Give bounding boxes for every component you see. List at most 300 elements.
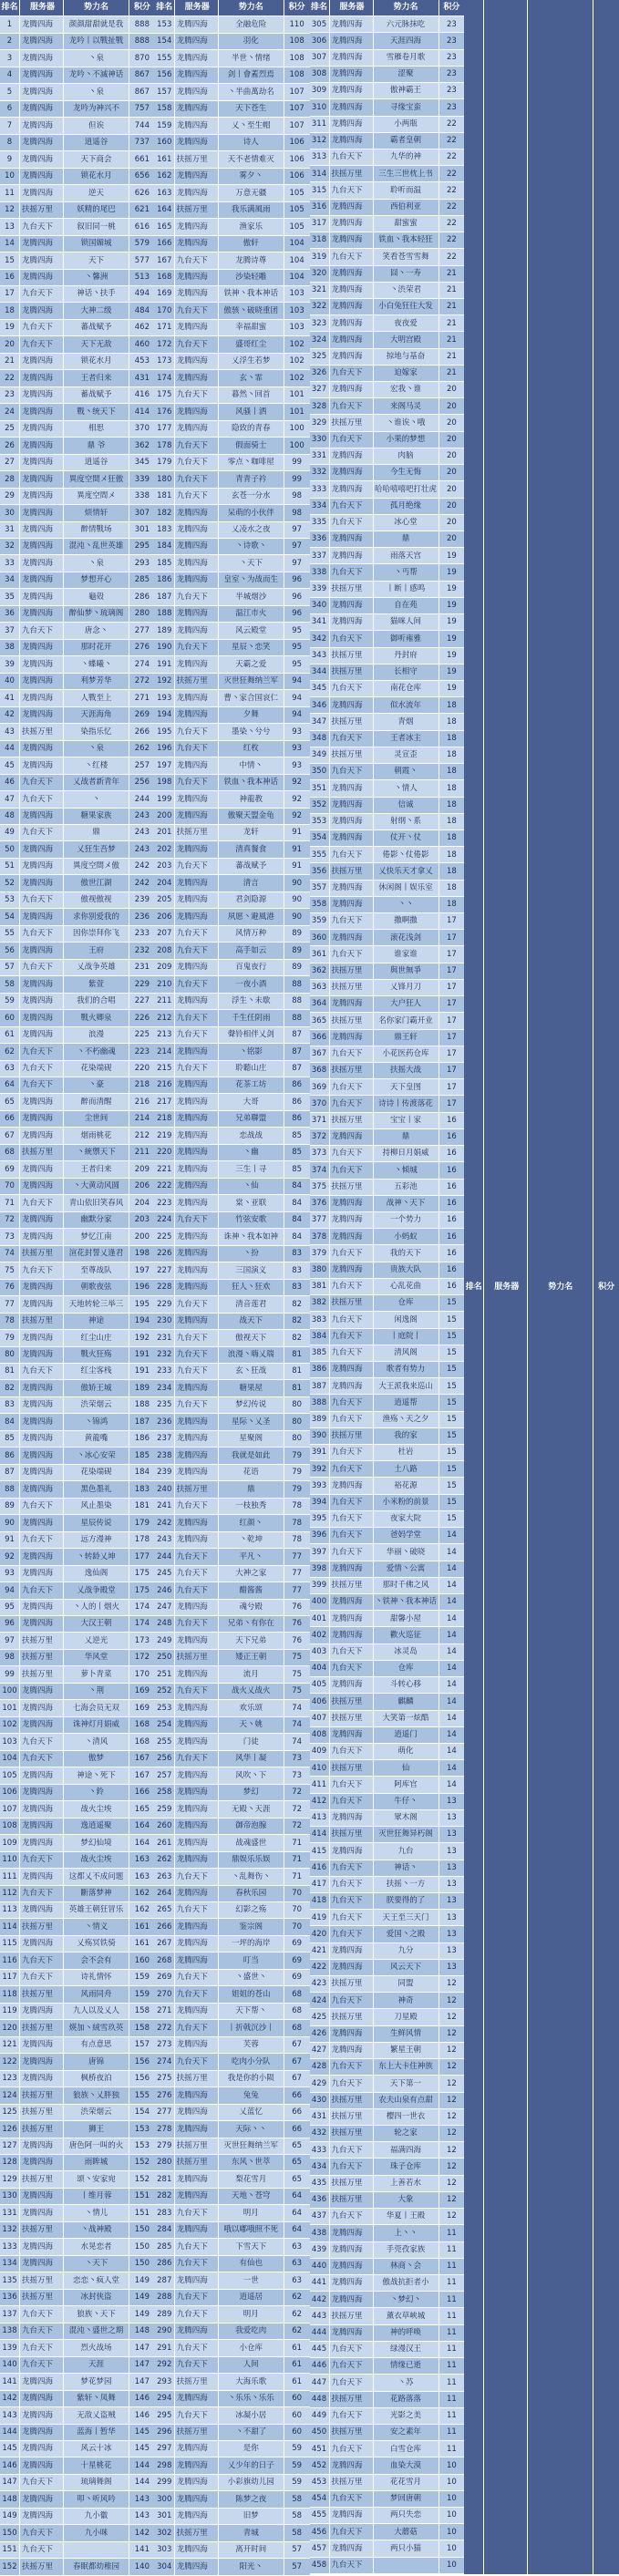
server-cell: 龙腾四海 <box>175 101 219 117</box>
guild-name-cell: 天涯四海 <box>374 33 439 48</box>
guild-name-cell: 沙染轻雕 <box>219 270 284 285</box>
guild-name-cell: 雪雁卷月歌 <box>374 50 439 66</box>
table-row <box>0 640 155 656</box>
score-cell: 74 <box>292 1720 303 1730</box>
server-cell: 扶摇万里 <box>330 1976 374 1992</box>
guild-name-cell: 丨庭院丨 <box>374 1329 439 1345</box>
guild-name-cell: 天地转轮三举三 <box>64 1296 129 1312</box>
server-cell: 龙腾四海 <box>175 169 219 184</box>
rank-cell: 137 <box>0 2306 20 2322</box>
score-cell: 84 <box>292 1231 303 1242</box>
guild-name-cell: 異度空間メ <box>64 489 129 504</box>
guild-name-cell: 鼎 <box>219 1481 284 1497</box>
rank-cell: 301 <box>155 2509 175 2524</box>
server-cell: 九台天下 <box>330 681 374 696</box>
server-cell: 扶摇万里 <box>20 2559 64 2574</box>
server-cell: 九台天下 <box>330 1412 374 1427</box>
table-row <box>155 1734 310 1750</box>
rank-cell: 33 <box>0 555 20 571</box>
score-cell: 100 <box>289 424 304 434</box>
table-row <box>310 50 465 67</box>
score-cell: 164 <box>134 1838 150 1848</box>
score-cell: 183 <box>134 1484 150 1494</box>
table-row <box>0 2138 155 2155</box>
table-row <box>155 421 310 438</box>
score-cell: 11 <box>446 2377 457 2387</box>
rank-cell: 279 <box>155 2138 175 2154</box>
table-row <box>310 1827 465 1843</box>
score-cell: 21 <box>446 335 457 345</box>
table-row <box>0 1785 155 1801</box>
score-cell: 77 <box>292 1569 303 1579</box>
score-cell: 161 <box>134 1939 150 1949</box>
server-cell: 龙腾四海 <box>20 438 64 453</box>
guild-name-cell: 狼族丶天下 <box>64 2306 129 2322</box>
table-row <box>155 1684 310 1700</box>
score-cell: 61 <box>292 2376 303 2386</box>
server-cell: 九台天下 <box>175 489 219 504</box>
rank-cell: 91 <box>0 1532 20 1548</box>
server-cell: 九台天下 <box>20 1970 64 1985</box>
server-cell: 九台天下 <box>330 2441 374 2457</box>
score-cell: 744 <box>134 120 150 130</box>
guild-name-cell: 利梦芳华 <box>64 674 129 689</box>
table-row <box>310 2375 465 2391</box>
score-cell: 256 <box>134 778 150 788</box>
score-cell: 160 <box>134 1955 150 1965</box>
guild-name-cell: 明月 <box>219 2306 284 2322</box>
rank-cell: 145 <box>0 2441 20 2457</box>
score-cell: 103 <box>289 289 304 299</box>
score-cell: 11 <box>446 2427 457 2437</box>
score-cell: 513 <box>134 272 150 282</box>
rank-cell: 260 <box>155 1819 175 1834</box>
score-cell: 67 <box>292 2056 303 2066</box>
guild-name-cell: 夙愿丶避風港 <box>219 909 284 924</box>
rank-cell: 162 <box>155 169 175 184</box>
score-cell: 14 <box>446 1664 457 1674</box>
rank-cell: 88 <box>0 1481 20 1497</box>
guild-name-cell: 龜殻 <box>64 589 129 604</box>
guild-name-cell: 乂锋月刀 <box>374 980 439 995</box>
table-row <box>310 1860 465 1877</box>
server-cell: 九台天下 <box>175 1296 219 1312</box>
server-cell: 九台天下 <box>330 764 374 779</box>
table-row <box>0 1970 155 1986</box>
server-cell: 九台天下 <box>175 455 219 470</box>
score-cell: 84 <box>292 1181 303 1191</box>
rank-cell: 209 <box>155 960 175 975</box>
score-cell: 63 <box>292 2275 303 2285</box>
server-cell: 扶摇万里 <box>20 1919 64 1934</box>
score-cell: 262 <box>134 744 150 754</box>
guild-name-cell: 撒啊撒 <box>374 913 439 929</box>
rank-cell: 76 <box>0 1280 20 1295</box>
server-cell: 九台天下 <box>175 1684 219 1699</box>
rank-cell: 307 <box>310 50 330 66</box>
table-row <box>0 1280 155 1296</box>
rank-cell: 171 <box>155 320 175 335</box>
server-cell: 九台天下 <box>330 1544 374 1560</box>
score-cell: 95 <box>292 659 303 669</box>
guild-name-cell: 小果的梦想 <box>374 432 439 448</box>
table-row <box>310 614 465 631</box>
score-cell: 23 <box>446 53 457 63</box>
server-cell: 扶摇万里 <box>330 963 374 979</box>
table-row <box>310 814 465 830</box>
score-cell: 186 <box>134 1434 150 1444</box>
server-cell: 龙腾四海 <box>330 283 374 298</box>
server-cell: 九台天下 <box>330 2491 374 2507</box>
table-header <box>0 0 155 16</box>
score-cell: 87 <box>292 1064 303 1074</box>
guild-name-cell: 神途丶死下 <box>64 1767 129 1783</box>
server-cell: 龙腾四海 <box>330 531 374 547</box>
server-cell: 九台天下 <box>330 2558 374 2573</box>
table-row <box>0 1414 155 1430</box>
guild-name-cell: 九小徽 <box>64 2509 129 2524</box>
server-cell: 九台天下 <box>330 149 374 165</box>
rank-cell: 12 <box>0 202 20 218</box>
server-cell: 龙腾四海 <box>175 270 219 285</box>
table-row <box>155 471 310 488</box>
guild-name-cell: 丶乐乐丶乐乐 <box>219 2391 284 2406</box>
table-row <box>0 1700 155 1716</box>
rank-cell: 204 <box>155 875 175 891</box>
server-cell: 扶摇万里 <box>175 2374 219 2389</box>
rank-cell: 450 <box>310 2425 330 2440</box>
server-cell: 龙腾四海 <box>175 994 219 1009</box>
server-cell: 龙腾四海 <box>175 2272 219 2288</box>
score-cell: 15 <box>446 1314 457 1324</box>
table-row <box>155 1077 310 1094</box>
rank-cell: 78 <box>0 1314 20 1329</box>
rank-cell: 433 <box>310 2142 330 2158</box>
score-cell: 88 <box>292 1013 303 1023</box>
guild-name-cell: 诗诗丨传渡落花 <box>374 1096 439 1111</box>
table-row <box>0 1330 155 1346</box>
rank-cell: 327 <box>310 382 330 397</box>
table-row <box>155 320 310 336</box>
table-row <box>310 249 465 265</box>
guild-name-cell: 乂殇冥铁骑 <box>64 1936 129 1952</box>
table-row <box>155 2239 310 2255</box>
table-row <box>310 1627 465 1643</box>
score-cell: 100 <box>289 440 304 450</box>
server-cell: 九台天下 <box>20 623 64 638</box>
ranking-panel-3 <box>310 0 465 2575</box>
score-cell: 14 <box>446 1713 457 1723</box>
server-cell: 龙腾四海 <box>20 1936 64 1952</box>
guild-name-cell: 上善若水 <box>374 2176 439 2191</box>
table-row <box>310 382 465 398</box>
score-cell: 151 <box>134 2208 150 2218</box>
rank-cell: 405 <box>310 1677 330 1693</box>
server-cell: 龙腾四海 <box>330 266 374 282</box>
server-cell: 龙腾四海 <box>330 315 374 331</box>
guild-name-cell: 糖果屋 <box>219 1380 284 1396</box>
rank-cell: 273 <box>155 2037 175 2053</box>
table-row <box>0 2306 155 2323</box>
rank-cell: 208 <box>155 943 175 958</box>
guild-name-cell: 逸仙阁 <box>64 1566 129 1582</box>
rank-cell: 387 <box>310 1378 330 1394</box>
guild-name-cell: 鼎 爷 <box>64 438 129 453</box>
guild-name-cell: 丶战神殿 <box>64 2222 129 2238</box>
table-row <box>310 83 465 99</box>
table-row <box>155 2509 310 2525</box>
server-cell: 龙腾四海 <box>20 303 64 318</box>
score-cell: 93 <box>292 760 303 770</box>
server-cell: 九台天下 <box>175 1330 219 1345</box>
server-cell: 九台天下 <box>20 825 64 840</box>
score-cell: 77 <box>292 1551 303 1561</box>
rank-cell: 122 <box>0 2054 20 2069</box>
server-cell: 龙腾四海 <box>330 2225 374 2241</box>
score-cell: 164 <box>134 1821 150 1831</box>
table-row <box>0 775 155 791</box>
table-row <box>155 1751 310 1767</box>
rank-cell: 384 <box>310 1329 330 1345</box>
table-row <box>310 2425 465 2441</box>
rank-cell: 395 <box>310 1511 330 1527</box>
score-cell: 86 <box>292 1080 303 1090</box>
table-row <box>155 1616 310 1633</box>
table-row <box>310 448 465 465</box>
server-cell: 九台天下 <box>330 1644 374 1660</box>
server-cell: 龙腾四海 <box>330 2242 374 2258</box>
server-cell: 龙腾四海 <box>175 219 219 234</box>
guild-name-cell: 梦想开心 <box>64 572 129 588</box>
server-cell: 扶摇万里 <box>20 2105 64 2120</box>
score-cell: 18 <box>446 817 457 827</box>
server-cell: 龙腾四海 <box>175 354 219 369</box>
score-cell: 91 <box>292 828 303 838</box>
score-cell: 870 <box>134 53 150 63</box>
guild-name-cell <box>64 2542 129 2558</box>
rank-cell: 361 <box>310 946 330 962</box>
guild-name-cell: 矮正王朝 <box>219 1650 284 1665</box>
table-row <box>0 185 155 201</box>
rank-cell: 316 <box>310 200 330 215</box>
rank-cell: 67 <box>0 1128 20 1143</box>
score-cell: 149 <box>134 2293 150 2303</box>
guild-name-cell: 聆听而温 <box>374 182 439 198</box>
rank-cell: 373 <box>310 1146 330 1161</box>
server-cell: 龙腾四海 <box>330 448 374 464</box>
score-cell: 18 <box>446 833 457 843</box>
guild-name-cell: 似水流年 <box>374 697 439 713</box>
score-cell: 189 <box>134 1383 150 1393</box>
server-cell: 龙腾四海 <box>20 387 64 403</box>
server-cell: 九台天下 <box>330 2209 374 2224</box>
score-cell: 63 <box>292 2259 303 2269</box>
guild-name-cell: 仗开丶仗 <box>374 830 439 846</box>
rank-cell: 104 <box>0 1751 20 1767</box>
rank-cell: 305 <box>310 16 330 32</box>
score-cell: 65 <box>292 2141 303 2151</box>
table-row <box>310 1013 465 1029</box>
table-row <box>310 1677 465 1694</box>
rank-cell: 61 <box>0 1027 20 1043</box>
guild-name-cell: 枫桥夜泊 <box>64 2071 129 2087</box>
rank-cell: 342 <box>310 631 330 646</box>
table-row <box>310 1162 465 1179</box>
rank-cell: 290 <box>155 2324 175 2339</box>
server-cell: 扶摇万里 <box>20 202 64 218</box>
table-row <box>0 67 155 84</box>
guild-name-cell: 染指乐忆 <box>64 724 129 739</box>
table-row <box>310 1976 465 1993</box>
table-row <box>155 1280 310 1296</box>
rank-cell: 232 <box>155 1347 175 1363</box>
table-row <box>155 1886 310 1902</box>
guild-name-cell: 丨维月蓉 <box>64 2189 129 2204</box>
score-cell: 107 <box>289 120 304 130</box>
server-cell: 龙腾四海 <box>20 1128 64 1143</box>
score-cell: 69 <box>292 1939 303 1949</box>
table-row <box>155 1044 310 1060</box>
server-cell: 扶摇万里 <box>20 2121 64 2137</box>
table-row <box>310 1528 465 1544</box>
table-row <box>0 50 155 67</box>
server-cell: 龙腾四海 <box>20 522 64 538</box>
rank-cell: 328 <box>310 398 330 414</box>
server-cell: 九台天下 <box>330 1345 374 1361</box>
rank-cell: 239 <box>155 1465 175 1480</box>
score-cell: 175 <box>134 1569 150 1579</box>
guild-name-cell: 天不老情难灭 <box>219 151 284 167</box>
score-cell: 274 <box>134 659 150 669</box>
score-cell: 108 <box>289 36 304 46</box>
table-row <box>155 2087 310 2104</box>
score-cell: 168 <box>134 1720 150 1730</box>
guild-name-cell: 九台 <box>374 1843 439 1859</box>
guild-name-cell: 竹弦安歌 <box>219 1212 284 1228</box>
guild-name-cell: 渔家乐 <box>219 219 284 234</box>
rank-cell: 357 <box>310 881 330 896</box>
score-cell: 62 <box>292 2309 303 2319</box>
rank-cell: 303 <box>155 2542 175 2558</box>
table-row <box>155 1262 310 1279</box>
server-cell: 龙腾四海 <box>20 2491 64 2507</box>
guild-name-cell: 玄苍一分水 <box>219 489 284 504</box>
rank-cell: 190 <box>155 640 175 655</box>
header-name: 势力名 <box>528 0 593 2574</box>
server-cell: 九台天下 <box>175 2256 219 2272</box>
score-cell: 191 <box>134 1349 150 1359</box>
score-cell: 14 <box>446 1779 457 1789</box>
guild-name-cell: 风吹丶下 <box>219 1767 284 1783</box>
score-cell: 14 <box>446 1747 457 1757</box>
rank-cell: 219 <box>155 1128 175 1143</box>
server-cell: 龙腾四海 <box>20 690 64 706</box>
server-cell: 龙腾四海 <box>330 1262 374 1278</box>
server-cell: 龙腾四海 <box>330 481 374 497</box>
table-row <box>310 930 465 946</box>
server-cell: 九台天下 <box>330 1461 374 1477</box>
server-cell: 扶摇万里 <box>330 1827 374 1842</box>
score-cell: 184 <box>134 1468 150 1478</box>
score-cell: 14 <box>446 1630 457 1640</box>
table-row <box>310 332 465 348</box>
score-cell: 147 <box>134 2376 150 2386</box>
table-row <box>310 1245 465 1262</box>
server-cell: 龙腾四海 <box>20 1010 64 1025</box>
table-row <box>155 1330 310 1346</box>
guild-name-cell: 欢乐颂 <box>219 1700 284 1716</box>
guild-name-cell: 芙蓉 <box>219 2037 284 2053</box>
table-row <box>155 1061 310 1077</box>
table-row <box>155 1010 310 1026</box>
table-row <box>0 1919 155 1935</box>
guild-name-cell: 浮生丶未歇 <box>219 994 284 1009</box>
server-cell: 龙腾四海 <box>20 489 64 504</box>
rank-cell: 25 <box>0 421 20 437</box>
score-cell: 144 <box>134 2460 150 2470</box>
table-row <box>0 572 155 589</box>
table-header <box>155 0 310 16</box>
table-row <box>0 1314 155 1330</box>
rank-cell: 344 <box>310 665 330 680</box>
table-row <box>155 1229 310 1245</box>
score-cell: 23 <box>446 102 457 112</box>
score-cell: 11 <box>446 2344 457 2354</box>
table-row <box>310 1063 465 1079</box>
rank-cell: 326 <box>310 366 330 381</box>
rank-cell: 410 <box>310 1760 330 1776</box>
table-row <box>0 892 155 909</box>
guild-name-cell: 明月 <box>219 2205 284 2221</box>
guild-name-cell: 唐念丶 <box>64 623 129 638</box>
rank-cell: 436 <box>310 2192 330 2208</box>
guild-name-cell: 同盟 <box>374 1976 439 1992</box>
rank-cell: 430 <box>310 2093 330 2108</box>
server-cell: 龙腾四海 <box>330 2325 374 2341</box>
score-cell: 19 <box>446 684 457 694</box>
guild-name-cell: 灭世狂舞纳兰军 <box>219 674 284 689</box>
table-row <box>310 232 465 249</box>
guild-name-cell: 蕃战赋予 <box>64 320 129 335</box>
table-row <box>155 1246 310 1262</box>
score-cell: 162 <box>134 1905 150 1915</box>
rank-cell: 284 <box>155 2222 175 2238</box>
score-cell: 75 <box>292 1669 303 1679</box>
table-row <box>0 1094 155 1110</box>
table-row <box>0 219 155 235</box>
score-cell: 64 <box>292 2225 303 2235</box>
guild-name-cell: 琉璃舞阁 <box>64 2475 129 2490</box>
guild-name-cell: 珠子仓库 <box>374 2159 439 2174</box>
table-row <box>0 2491 155 2508</box>
score-cell: 14 <box>446 1696 457 1706</box>
rank-cell: 125 <box>0 2105 20 2120</box>
guild-name-cell: 灭世狂舞异朽阁 <box>374 1827 439 1842</box>
table-row <box>155 1650 310 1666</box>
table-row <box>310 2441 465 2458</box>
table-row <box>0 505 155 521</box>
guild-name-cell: 斗转心移 <box>374 1677 439 1693</box>
rank-cell: 416 <box>310 1860 330 1876</box>
table-row <box>155 656 310 673</box>
server-cell: 龙腾四海 <box>20 1600 64 1615</box>
score-cell: 12 <box>446 1979 457 1989</box>
guild-name-cell: 丶乱舞伤丶 <box>219 1869 284 1884</box>
rank-cell: 224 <box>155 1212 175 1228</box>
rank-cell: 255 <box>155 1734 175 1749</box>
score-cell: 14 <box>446 1680 457 1690</box>
guild-name-cell: 乂快乐天才拿乂 <box>374 863 439 879</box>
